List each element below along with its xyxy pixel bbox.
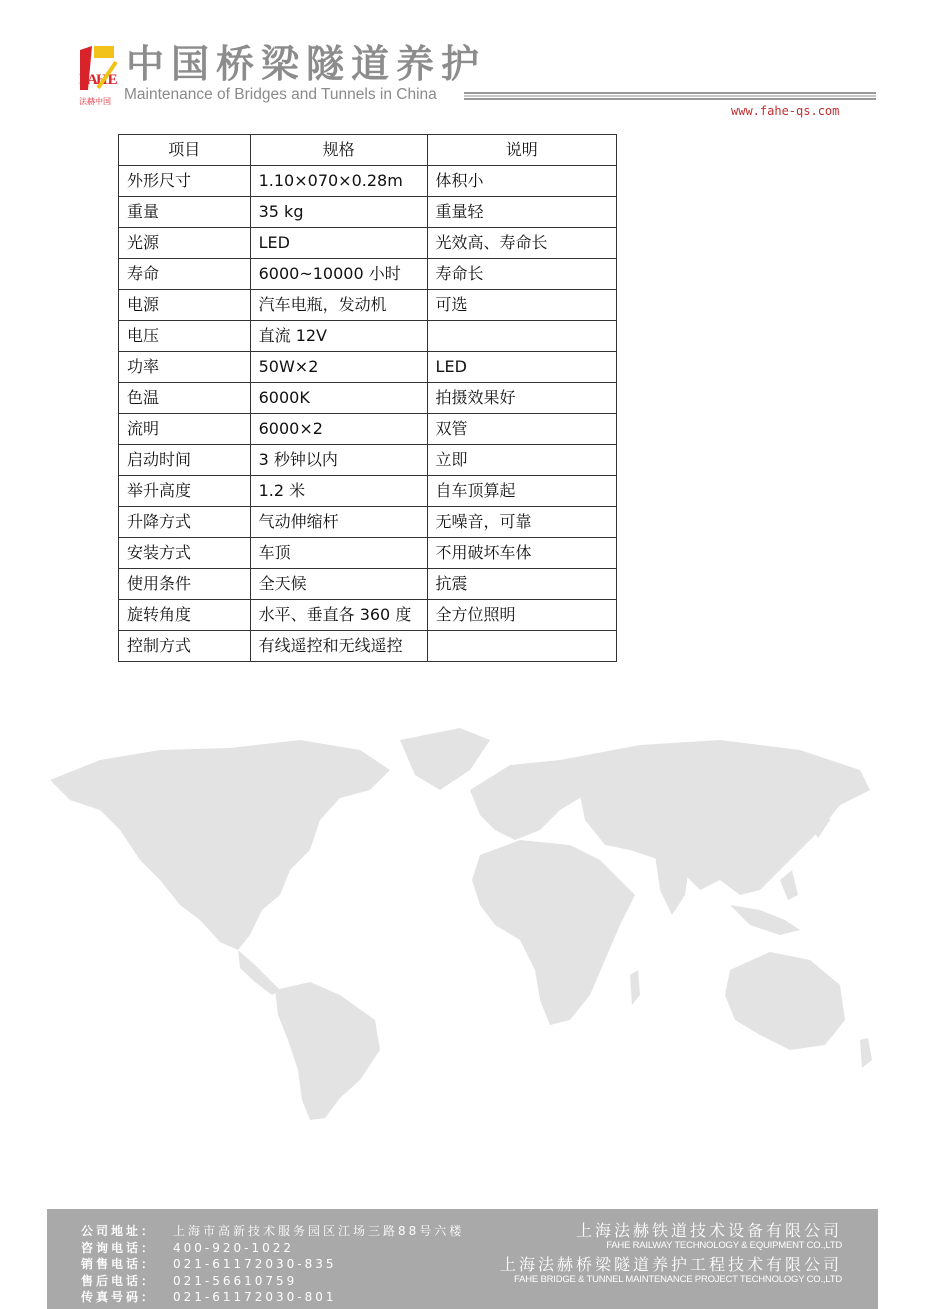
cell-spec: 水平、垂直各 360 度 [250,600,427,631]
header-divider [464,92,876,100]
contact-address: 公司地址： 上海市高新技术服务园区江场三路88号六楼 [81,1224,465,1238]
contact-list [81,1223,464,1306]
cell-item: 控制方式 [119,631,251,662]
header-note: 说明 [427,135,616,166]
company-railway-en: FAHE RAILWAY TECHNOLOGY & EQUIPMENT CO.,LTD [606,1240,842,1251]
cell-spec: 6000~10000 小时 [250,259,427,290]
table-row [119,290,617,321]
cell-note: 光效高、寿命长 [427,228,616,259]
cell-spec: 汽车电瓶，发动机 [250,290,427,321]
cell-note: LED [427,352,616,383]
cell-item: 寿命 [119,259,251,290]
table-row [119,631,617,662]
cell-note: 立即 [427,445,616,476]
table-row [119,197,617,228]
cell-spec: 50W×2 [250,352,427,383]
table-header-row [119,135,617,166]
cell-spec: 直流 12V [250,321,427,352]
cell-note: 可选 [427,290,616,321]
contact-inquiry-phone: 咨询电话： 400-920-1022 [81,1240,295,1255]
cell-spec: 35 kg [250,197,427,228]
table-row [119,476,617,507]
cell-note [427,321,616,352]
contact-sales-phone: 销售电话： 021-61172030-835 [81,1257,337,1271]
svg-text:FA: FA [79,72,98,88]
cell-spec: 3 秒钟以内 [250,445,427,476]
world-map-watermark [40,720,880,1120]
svg-text:HE: HE [96,72,118,88]
table-row [119,445,617,476]
contact-fax: 传真号码： 021-61172030-801 [81,1290,337,1304]
table-row [119,228,617,259]
cell-note: 全方位照明 [427,600,616,631]
cell-note: 拍摄效果好 [427,383,616,414]
footer-bar [47,1209,878,1309]
header-spec: 规格 [250,135,427,166]
cell-spec: 有线遥控和无线遥控 [250,631,427,662]
svg-text:法赫中国: 法赫中国 [79,97,111,106]
cell-note: 双管 [427,414,616,445]
cell-item: 启动时间 [119,445,251,476]
cell-spec: 全天候 [250,569,427,600]
fahe-logo [78,44,118,106]
cell-item: 举升高度 [119,476,251,507]
table-row [119,352,617,383]
website-link[interactable]: www.fahe-qs.com [731,104,840,118]
cell-item: 安装方式 [119,538,251,569]
cell-item: 使用条件 [119,569,251,600]
cell-spec: 1.10×070×0.28m [250,166,427,197]
cell-item: 电源 [119,290,251,321]
cell-note: 自车顶算起 [427,476,616,507]
cell-item: 流明 [119,414,251,445]
cell-note: 体积小 [427,166,616,197]
brand-title-en: Maintenance of Bridges and Tunnels in China [124,86,437,103]
cell-note: 不用破坏车体 [427,538,616,569]
brand-title-cn: 中国桥梁隧道养护 [126,42,487,86]
cell-item: 光源 [119,228,251,259]
company-bridge-en: FAHE BRIDGE & TUNNEL MAINTENANCE PROJECT TECHNOLOGY CO.,LTD [514,1274,842,1285]
cell-note [427,631,616,662]
cell-spec: 1.2 米 [250,476,427,507]
cell-note: 寿命长 [427,259,616,290]
header-item: 项目 [119,135,251,166]
table-row [119,383,617,414]
table-row [119,321,617,352]
contact-service-phone: 售后电话： 021-56610759 [81,1273,298,1288]
cell-note: 重量轻 [427,197,616,228]
cell-item: 外形尺寸 [119,166,251,197]
cell-spec: 6000K [250,383,427,414]
cell-item: 旋转角度 [119,600,251,631]
company-railway-cn: 上海法赫铁道技术设备有限公司 [575,1221,842,1240]
table-row [119,538,617,569]
cell-spec: 气动伸缩杆 [250,507,427,538]
company-bridge [500,1256,842,1285]
company-bridge-cn: 上海法赫桥梁隧道养护工程技术有限公司 [499,1255,842,1274]
cell-note: 无噪音，可靠 [427,507,616,538]
cell-item: 功率 [119,352,251,383]
cell-spec: 车顶 [250,538,427,569]
cell-spec: LED [250,228,427,259]
cell-note: 抗震 [427,569,616,600]
table-row [119,507,617,538]
table-row [119,569,617,600]
spec-table [118,134,617,662]
table-row [119,259,617,290]
cell-item: 电压 [119,321,251,352]
cell-spec: 6000×2 [250,414,427,445]
cell-item: 色温 [119,383,251,414]
cell-item: 升降方式 [119,507,251,538]
cell-item: 重量 [119,197,251,228]
table-row [119,600,617,631]
company-railway [576,1222,842,1251]
table-row [119,414,617,445]
table-row [119,166,617,197]
